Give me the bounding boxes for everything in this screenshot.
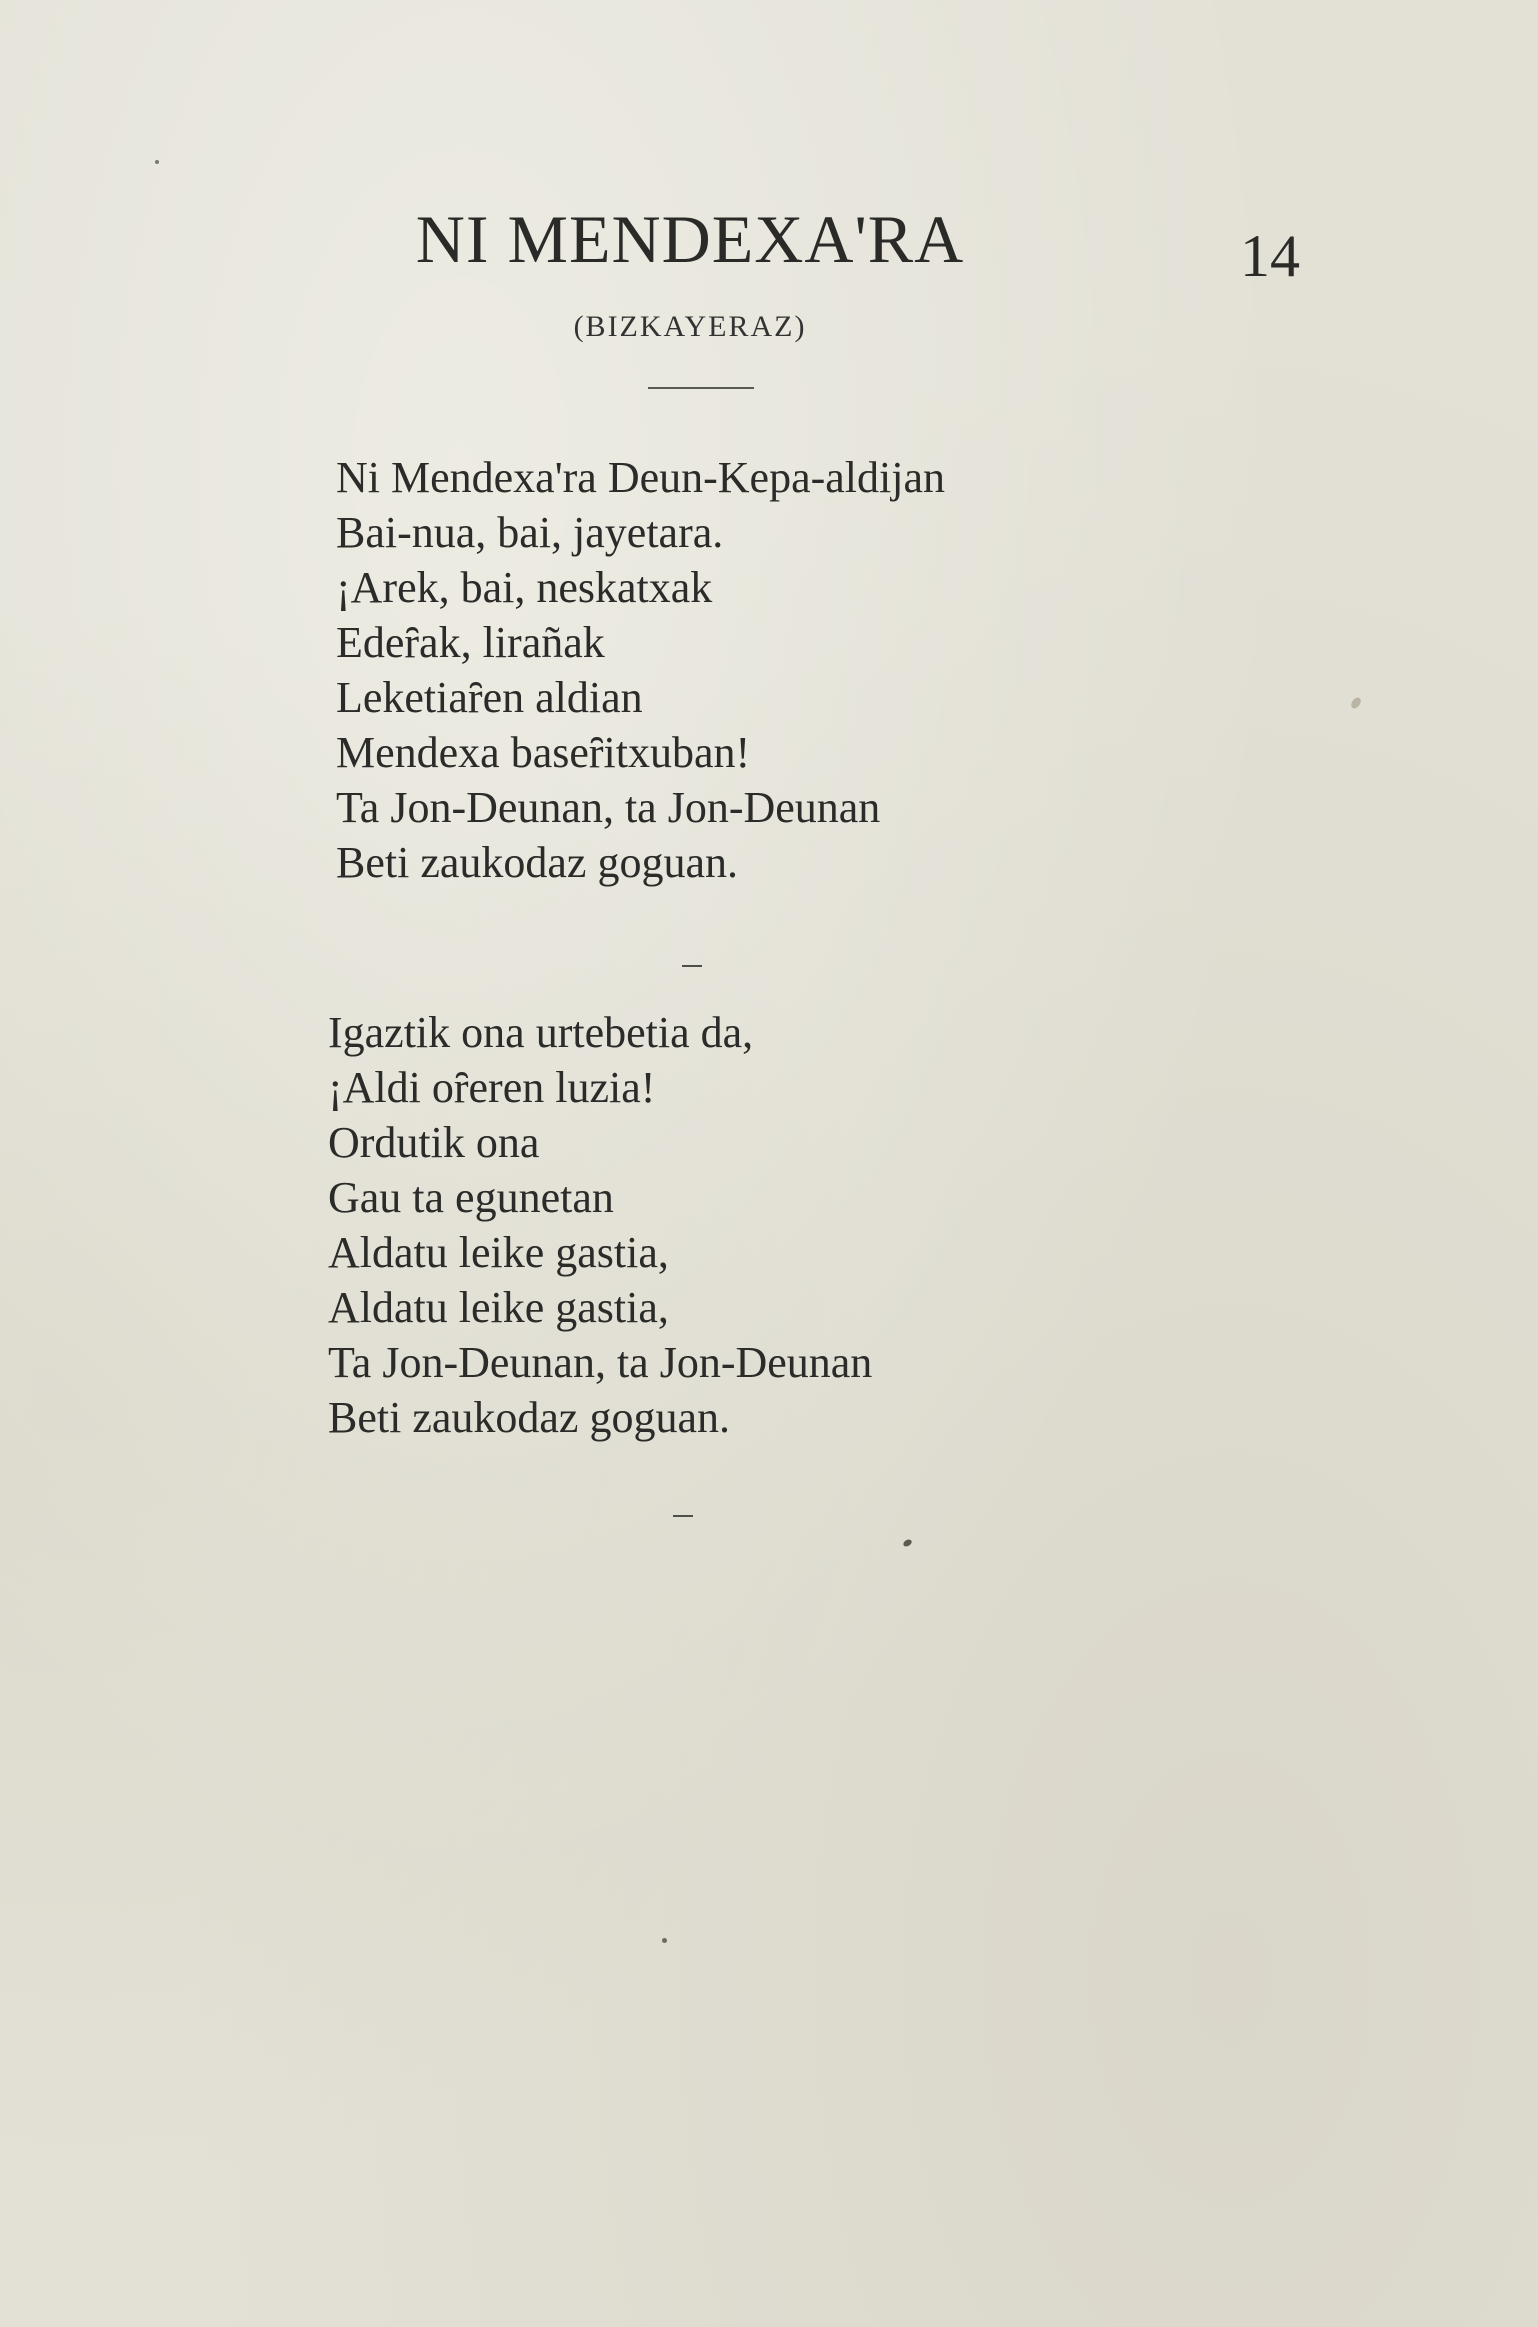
- verse-line: ¡Arek, bai, neskatxak: [336, 563, 713, 612]
- verse-line: Gau ta egunetan: [328, 1173, 614, 1222]
- verse-line: Ta Jon-Deunan, ta Jon-Deunan: [336, 783, 881, 832]
- paper-stain: [1349, 696, 1362, 710]
- ink-speck: [155, 160, 159, 164]
- verse-line: Beti zaukodaz goguan.: [336, 838, 738, 887]
- verse-line: Aldatu leike gastia,: [328, 1283, 669, 1332]
- verse-line: ¡Aldi oȓeren luzia!: [328, 1063, 656, 1112]
- verse-line: Aldatu leike gastia,: [328, 1228, 669, 1277]
- verse-line: Ordutik ona: [328, 1118, 540, 1167]
- page-number: 14: [1240, 223, 1300, 289]
- end-divider: [673, 1515, 693, 1517]
- verse-line: Edeȓak, lirañak: [336, 618, 605, 667]
- verse-line: Mendexa baseȓitxuban!: [336, 728, 751, 777]
- poem-subtitle: (BIZKAYERAZ): [573, 310, 807, 343]
- verse-line: Bai-nua, bai, jayetara.: [336, 508, 724, 557]
- verse-line: Ni Mendexa'ra Deun-Kepa-aldijan: [336, 453, 945, 502]
- stanza-1: [336, 450, 945, 890]
- title-rule: [648, 387, 754, 389]
- verse-line: Igaztik ona urtebetia da,: [328, 1008, 754, 1057]
- ink-speck: [902, 1538, 913, 1548]
- verse-line: Ta Jon-Deunan, ta Jon-Deunan: [328, 1338, 873, 1387]
- ink-speck: [662, 1938, 667, 1943]
- poem-title: NI MENDEXA'RA: [415, 201, 965, 277]
- verse-line: Leketiaȓen aldian: [336, 673, 643, 722]
- stanza-divider: [682, 965, 702, 967]
- stanza-2: [328, 1005, 872, 1445]
- verse-line: Beti zaukodaz goguan.: [328, 1393, 730, 1442]
